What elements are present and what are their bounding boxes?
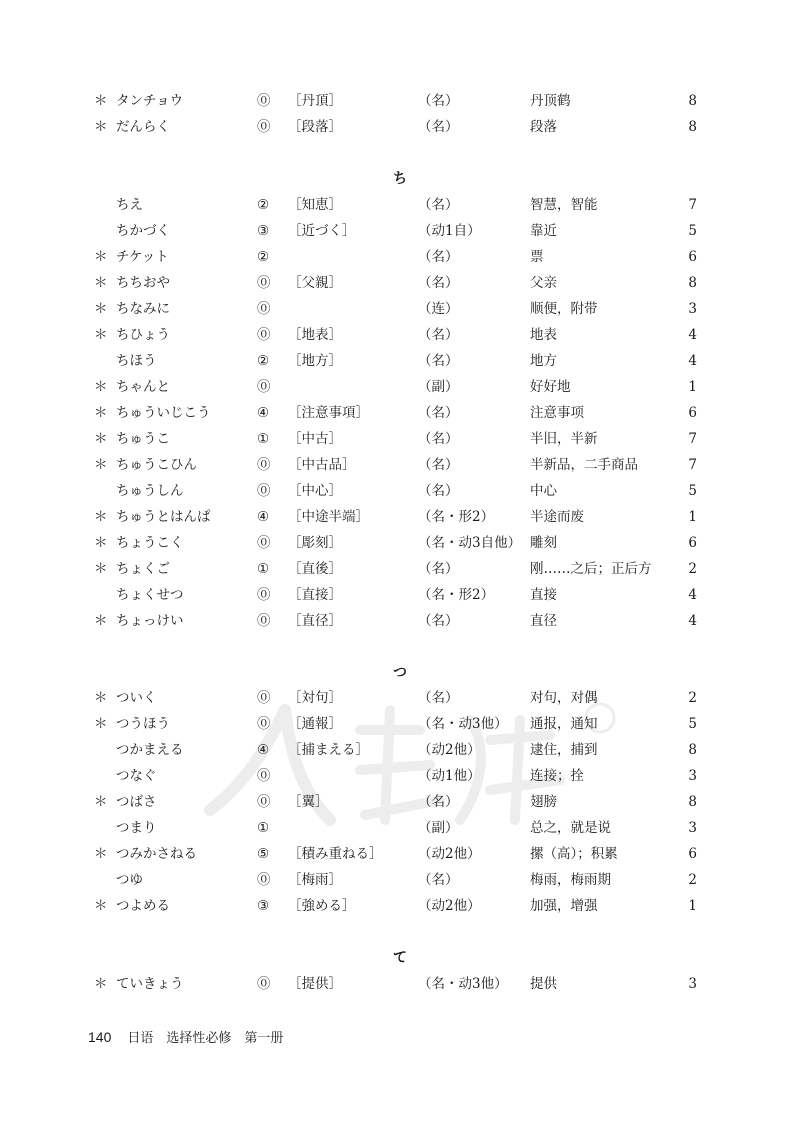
accent-mark: ⓪ <box>257 587 271 603</box>
accent-mark: ⓪ <box>257 275 271 291</box>
section-heading-chi: ち <box>393 171 407 187</box>
part-of-speech: （名） <box>418 872 459 888</box>
kana-reading: ちゅうしん <box>116 483 184 499</box>
accent-mark: ② <box>257 197 270 213</box>
kanji-form: ［地表］ <box>288 327 342 343</box>
vocab-row <box>0 192 800 218</box>
new-word-marker: ＊ <box>94 690 108 706</box>
vocab-row <box>0 452 800 478</box>
kanji-form: ［直径］ <box>288 613 342 629</box>
kana-reading: つばさ <box>116 794 157 810</box>
meaning: 直接 <box>530 587 557 603</box>
vocab-row <box>0 88 800 114</box>
new-word-marker: ＊ <box>94 327 108 343</box>
kanji-form: ［地方］ <box>288 353 342 369</box>
accent-mark: ② <box>257 353 270 369</box>
new-word-marker: ＊ <box>94 898 108 914</box>
lesson-number: 4 <box>688 327 697 343</box>
kana-reading: ちほう <box>116 353 157 369</box>
accent-mark: ① <box>257 561 270 577</box>
kana-reading: つまり <box>116 820 157 836</box>
vocab-row <box>0 582 800 608</box>
kana-reading: ちょくご <box>116 561 170 577</box>
meaning: 地方 <box>530 353 557 369</box>
accent-mark: ⓪ <box>257 794 271 810</box>
kana-reading: つゆ <box>116 872 143 888</box>
lesson-number: 2 <box>688 872 697 888</box>
accent-mark: ⓪ <box>257 93 271 109</box>
meaning: 翅膀 <box>530 794 557 810</box>
lesson-number: 3 <box>688 301 697 317</box>
kana-reading: ちょくせつ <box>116 587 184 603</box>
kana-reading: ちかづく <box>116 223 170 239</box>
new-word-marker: ＊ <box>94 457 108 473</box>
new-word-marker: ＊ <box>94 561 108 577</box>
meaning: 对句，对偶 <box>530 690 598 706</box>
vocab-row <box>0 737 800 763</box>
kanji-form: ［丹頂］ <box>288 93 342 109</box>
lesson-number: 8 <box>688 93 697 109</box>
page-footer <box>88 1027 283 1046</box>
kana-reading: チケット <box>116 249 169 265</box>
kanji-form: ［段落］ <box>288 119 342 135</box>
section-heading-tsu: つ <box>393 665 407 681</box>
accent-mark: ⓪ <box>257 483 271 499</box>
part-of-speech: （名） <box>418 613 459 629</box>
meaning: 票 <box>530 249 544 265</box>
part-of-speech: （动2他） <box>418 898 481 914</box>
new-word-marker: ＊ <box>94 846 108 862</box>
kana-reading: ちょうこく <box>116 535 184 551</box>
kanji-form: ［中途半端］ <box>288 509 369 525</box>
accent-mark: ① <box>257 820 270 836</box>
section-te <box>0 971 800 997</box>
lesson-number: 5 <box>688 223 697 239</box>
new-word-marker: ＊ <box>94 535 108 551</box>
section-tsu <box>0 685 800 919</box>
meaning: 地表 <box>530 327 557 343</box>
meaning: 智慧，智能 <box>530 197 598 213</box>
lesson-number: 1 <box>688 509 697 525</box>
vocab-row <box>0 296 800 322</box>
new-word-marker: ＊ <box>94 976 108 992</box>
meaning: 提供 <box>530 976 557 992</box>
accent-mark: ⓪ <box>257 119 271 135</box>
part-of-speech: （动2他） <box>418 846 481 862</box>
meaning: 雕刻 <box>530 535 557 551</box>
part-of-speech: （名） <box>418 690 459 706</box>
lesson-number: 4 <box>688 353 697 369</box>
accent-mark: ⓪ <box>257 379 271 395</box>
vocab-row <box>0 841 800 867</box>
meaning: 好好地 <box>530 379 571 395</box>
part-of-speech: （名） <box>418 353 459 369</box>
part-of-speech: （名） <box>418 405 459 421</box>
part-of-speech: （名） <box>418 431 459 447</box>
lesson-number: 6 <box>688 405 697 421</box>
meaning: 半新品，二手商品 <box>530 457 638 473</box>
part-of-speech: （名） <box>418 794 459 810</box>
part-of-speech: （名） <box>418 249 459 265</box>
meaning: 丹顶鹤 <box>530 93 571 109</box>
page-number: 140 <box>88 1029 112 1045</box>
accent-mark: ⓪ <box>257 613 271 629</box>
kana-reading: つよめる <box>116 898 170 914</box>
kana-reading: ちゅういじこう <box>116 405 211 421</box>
vocab-row <box>0 426 800 452</box>
meaning: 靠近 <box>530 223 557 239</box>
new-word-marker: ＊ <box>94 93 108 109</box>
lesson-number: 3 <box>688 820 697 836</box>
new-word-marker: ＊ <box>94 509 108 525</box>
part-of-speech: （名） <box>418 561 459 577</box>
meaning: 半旧，半新 <box>530 431 598 447</box>
accent-mark: ⑤ <box>257 846 270 862</box>
lesson-number: 2 <box>688 690 697 706</box>
meaning: 顺便，附带 <box>530 301 598 317</box>
kana-reading: つみかさねる <box>116 846 197 862</box>
lesson-number: 3 <box>688 976 697 992</box>
meaning: 梅雨，梅雨期 <box>530 872 611 888</box>
kanji-form: ［梅雨］ <box>288 872 342 888</box>
part-of-speech: （名・动3自他） <box>418 535 522 551</box>
lesson-number: 8 <box>688 119 697 135</box>
new-word-marker: ＊ <box>94 301 108 317</box>
lesson-number: 1 <box>688 898 697 914</box>
vocab-row <box>0 244 800 270</box>
kana-reading: ついく <box>116 690 157 706</box>
meaning: 刚……之后；正后方 <box>530 561 652 577</box>
part-of-speech: （动1他） <box>418 768 481 784</box>
part-of-speech: （名・形2） <box>418 587 495 603</box>
kanji-form: ［中古品］ <box>288 457 356 473</box>
kanji-form: ［中心］ <box>288 483 342 499</box>
kanji-form: ［近づく］ <box>288 223 356 239</box>
kana-reading: ちちおや <box>116 275 170 291</box>
part-of-speech: （动1自） <box>418 223 481 239</box>
part-of-speech: （名） <box>418 275 459 291</box>
part-of-speech: （动2他） <box>418 742 481 758</box>
lesson-number: 5 <box>688 716 697 732</box>
vocab-row <box>0 815 800 841</box>
part-of-speech: （副） <box>418 379 459 395</box>
vocab-row <box>0 608 800 634</box>
kanji-form: ［対句］ <box>288 690 342 706</box>
vocab-row <box>0 971 800 997</box>
part-of-speech: （名・动3他） <box>418 976 508 992</box>
vocab-row <box>0 893 800 919</box>
accent-mark: ③ <box>257 898 270 914</box>
accent-mark: ⓪ <box>257 690 271 706</box>
vocab-row <box>0 867 800 893</box>
accent-mark: ③ <box>257 223 270 239</box>
part-of-speech: （名） <box>418 457 459 473</box>
kana-reading: タンチョウ <box>116 93 184 109</box>
vocab-row <box>0 400 800 426</box>
section-ta <box>0 88 800 140</box>
meaning: 总之，就是说 <box>530 820 611 836</box>
meaning: 注意事项 <box>530 405 584 421</box>
part-of-speech: （名） <box>418 483 459 499</box>
part-of-speech: （名・动3他） <box>418 716 508 732</box>
kana-reading: ちゅうこひん <box>116 457 197 473</box>
accent-mark: ⓪ <box>257 872 271 888</box>
new-word-marker: ＊ <box>94 794 108 810</box>
lesson-number: 1 <box>688 379 697 395</box>
section-chi <box>0 192 800 634</box>
book-title: 日语 选择性必修 第一册 <box>127 1031 284 1046</box>
kanji-form: ［直接］ <box>288 587 342 603</box>
accent-mark: ④ <box>257 509 270 525</box>
vocab-row <box>0 504 800 530</box>
new-word-marker: ＊ <box>94 613 108 629</box>
kanji-form: ［積み重ねる］ <box>288 846 383 862</box>
kanji-form: ［父親］ <box>288 275 342 291</box>
lesson-number: 4 <box>688 587 697 603</box>
kanji-form: ［彫刻］ <box>288 535 342 551</box>
lesson-number: 7 <box>688 197 697 213</box>
kanji-form: ［知恵］ <box>288 197 342 213</box>
accent-mark: ⓪ <box>257 768 271 784</box>
part-of-speech: （副） <box>418 820 459 836</box>
meaning: 直径 <box>530 613 557 629</box>
vocab-row <box>0 270 800 296</box>
kana-reading: つかまえる <box>116 742 184 758</box>
kanji-form: ［直後］ <box>288 561 342 577</box>
accent-mark: ⓪ <box>257 457 271 473</box>
vocab-row <box>0 114 800 140</box>
accent-mark: ⓪ <box>257 535 271 551</box>
new-word-marker: ＊ <box>94 405 108 421</box>
kana-reading: ちゅうこ <box>116 431 170 447</box>
vocab-row <box>0 763 800 789</box>
accent-mark: ⓪ <box>257 301 271 317</box>
accent-mark: ⓪ <box>257 716 271 732</box>
lesson-number: 4 <box>688 613 697 629</box>
kanji-form: ［捕まえる］ <box>288 742 369 758</box>
kanji-form: ［通報］ <box>288 716 342 732</box>
lesson-number: 8 <box>688 742 697 758</box>
meaning: 父亲 <box>530 275 557 291</box>
meaning: 半途而废 <box>530 509 584 525</box>
lesson-number: 8 <box>688 794 697 810</box>
kanji-form: ［翼］ <box>288 794 329 810</box>
lesson-number: 3 <box>688 768 697 784</box>
kana-reading: つなぐ <box>116 768 157 784</box>
new-word-marker: ＊ <box>94 275 108 291</box>
vocab-row <box>0 478 800 504</box>
kana-reading: ちゅうとはんぱ <box>116 509 211 525</box>
new-word-marker: ＊ <box>94 249 108 265</box>
accent-mark: ④ <box>257 405 270 421</box>
meaning: 通报，通知 <box>530 716 598 732</box>
section-heading-te: て <box>393 950 407 966</box>
accent-mark: ⓪ <box>257 976 271 992</box>
accent-mark: ④ <box>257 742 270 758</box>
vocab-row <box>0 711 800 737</box>
new-word-marker: ＊ <box>94 431 108 447</box>
kana-reading: つうほう <box>116 716 170 732</box>
lesson-number: 2 <box>688 561 697 577</box>
lesson-number: 8 <box>688 275 697 291</box>
kanji-form: ［中古］ <box>288 431 342 447</box>
kanji-form: ［注意事項］ <box>288 405 369 421</box>
vocab-row <box>0 218 800 244</box>
meaning: 段落 <box>530 119 557 135</box>
lesson-number: 6 <box>688 249 697 265</box>
kana-reading: ちょっけい <box>116 613 184 629</box>
lesson-number: 7 <box>688 457 697 473</box>
accent-mark: ① <box>257 431 270 447</box>
part-of-speech: （名・形2） <box>418 509 495 525</box>
lesson-number: 6 <box>688 846 697 862</box>
new-word-marker: ＊ <box>94 716 108 732</box>
kanji-form: ［提供］ <box>288 976 342 992</box>
new-word-marker: ＊ <box>94 119 108 135</box>
part-of-speech: （名） <box>418 93 459 109</box>
kana-reading: ちえ <box>116 197 143 213</box>
vocab-row <box>0 685 800 711</box>
part-of-speech: （连） <box>418 301 459 317</box>
lesson-number: 5 <box>688 483 697 499</box>
kanji-form: ［強める］ <box>288 898 356 914</box>
vocab-row <box>0 789 800 815</box>
part-of-speech: （名） <box>418 197 459 213</box>
vocab-row <box>0 556 800 582</box>
meaning: 加强，增强 <box>530 898 598 914</box>
meaning: 逮住，捕到 <box>530 742 598 758</box>
lesson-number: 7 <box>688 431 697 447</box>
lesson-number: 6 <box>688 535 697 551</box>
vocab-row <box>0 322 800 348</box>
meaning: 摞（高）；积累 <box>530 846 618 862</box>
accent-mark: ② <box>257 249 270 265</box>
part-of-speech: （名） <box>418 119 459 135</box>
accent-mark: ⓪ <box>257 327 271 343</box>
kana-reading: だんらく <box>116 119 170 135</box>
kana-reading: ちゃんと <box>116 379 170 395</box>
vocab-row <box>0 530 800 556</box>
kana-reading: ちなみに <box>116 301 170 317</box>
vocab-row <box>0 348 800 374</box>
meaning: 连接；拴 <box>530 768 584 784</box>
meaning: 中心 <box>530 483 557 499</box>
new-word-marker: ＊ <box>94 379 108 395</box>
kana-reading: ちひょう <box>116 327 170 343</box>
kana-reading: ていきょう <box>116 976 184 992</box>
part-of-speech: （名） <box>418 327 459 343</box>
vocab-row <box>0 374 800 400</box>
